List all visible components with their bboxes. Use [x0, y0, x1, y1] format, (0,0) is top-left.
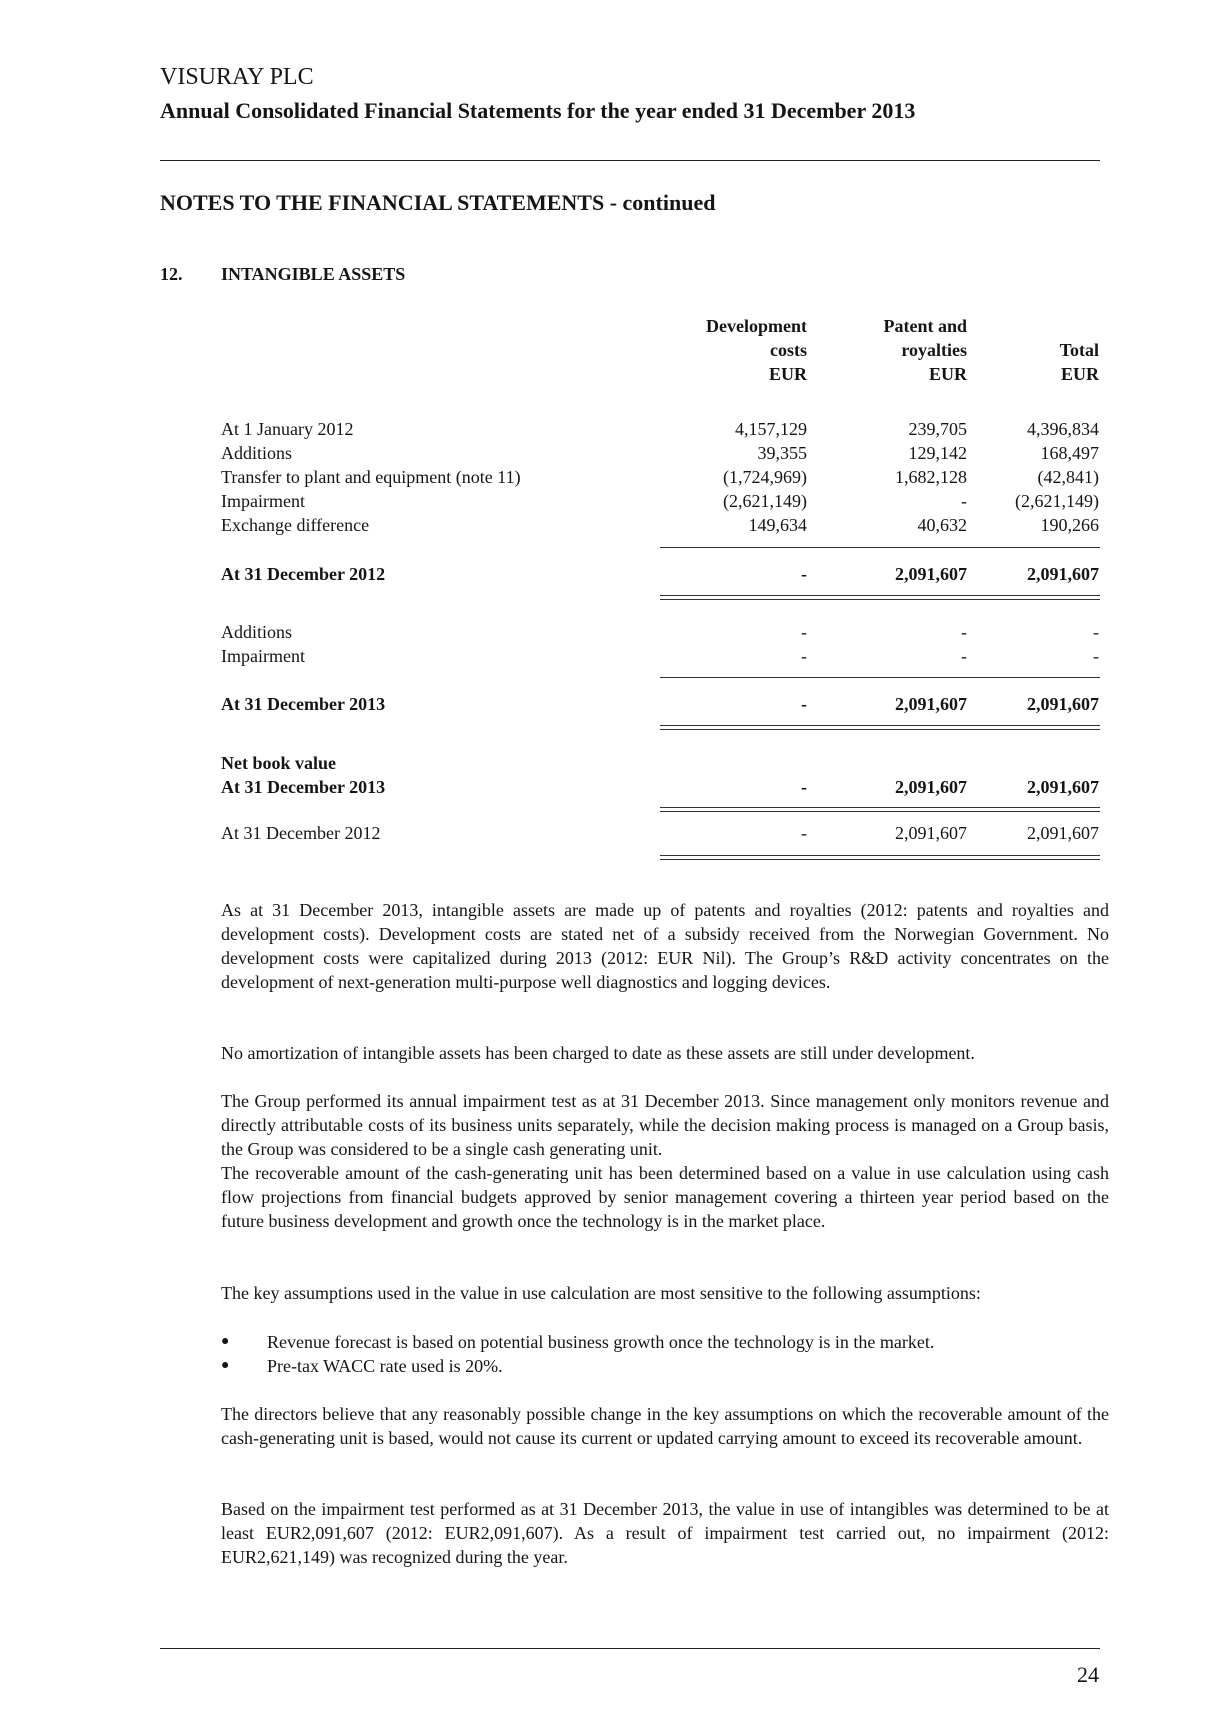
cell-patent-royalties: 2,091,607 — [895, 823, 967, 843]
table-row — [0, 417, 1216, 441]
cell-development-costs: - — [801, 823, 807, 843]
cell-patent-royalties: 2,091,607 — [895, 694, 967, 714]
column-header-total — [1060, 338, 1099, 386]
cell-total: 4,396,834 — [1027, 419, 1099, 439]
column-header-line: Total — [1059, 340, 1099, 360]
cell-development-costs: 149,634 — [748, 515, 807, 535]
section-title: INTANGIBLE ASSETS — [221, 264, 406, 284]
column-header-line: EUR — [768, 364, 807, 384]
row-label: At 31 December 2013 — [221, 777, 386, 797]
column-header-line: costs — [770, 340, 807, 360]
column-header-line: royalties — [901, 340, 967, 360]
double-total-rule — [660, 595, 1100, 600]
cell-development-costs: - — [801, 564, 807, 584]
cell-development-costs: - — [801, 622, 807, 642]
column-header-line: EUR — [928, 364, 967, 384]
cell-total: - — [1093, 646, 1099, 666]
row-label: Exchange difference — [221, 515, 370, 535]
section-number: 12. — [160, 264, 183, 284]
company-name: VISURAY PLC — [160, 64, 314, 90]
cell-patent-royalties: 2,091,607 — [895, 777, 967, 797]
cell-total: 168,497 — [1040, 443, 1099, 463]
cell-total: 2,091,607 — [1027, 777, 1099, 797]
row-label: Net book value — [221, 753, 337, 773]
table-row — [0, 441, 1216, 465]
cell-development-costs: (2,621,149) — [723, 491, 807, 511]
double-total-rule — [660, 807, 1100, 812]
column-header-line: Patent and — [883, 316, 967, 336]
table-row-total — [0, 562, 1216, 586]
double-total-rule — [660, 855, 1100, 860]
table-row — [0, 620, 1216, 644]
table-row-total — [0, 775, 1216, 799]
row-label: At 1 January 2012 — [221, 419, 354, 439]
cell-total: (2,621,149) — [1015, 491, 1099, 511]
cell-patent-royalties: 1,682,128 — [895, 467, 967, 487]
page-number: 24 — [1077, 1662, 1099, 1687]
table-row-heading — [0, 751, 1216, 775]
cell-development-costs: 39,355 — [757, 443, 807, 463]
cell-patent-royalties: 2,091,607 — [895, 564, 967, 584]
row-label: Impairment — [221, 491, 305, 511]
column-header-line: EUR — [1060, 364, 1099, 384]
row-label: At 31 December 2012 — [221, 823, 381, 843]
paragraph-amortization: No amortization of intangible assets has been charged to date as these assets are still under development. — [221, 1043, 975, 1063]
paragraph-recoverable-amount: The recoverable amount of the cash-generating unit has been determined based on a value in use calculation using cash flow projections from financial budgets approved by senior management covering a thirteen year period based on the future business development and growth once the technology is in the market place. — [221, 1163, 1109, 1231]
cell-development-costs: - — [801, 777, 807, 797]
paragraph-intangible-composition: As at 31 December 2013, intangible assets are made up of patents and royalties (2012: patents and royalties and development costs). Development costs are stated net of a subsidy received from the Norwegian Government. No development costs were capitalized during 2013 (2012: EUR Nil). The Group’s R&D activity concentrates on the development of next-generation multi-purpose well diagnostics and logging devices. — [221, 900, 1109, 992]
row-label: Additions — [221, 622, 293, 642]
footer-divider — [160, 1648, 1100, 1649]
row-label: Transfer to plant and equipment (note 11) — [221, 467, 521, 487]
notes-title: NOTES TO THE FINANCIAL STATEMENTS - continued — [160, 190, 716, 215]
paragraph-impairment-result: Based on the impairment test performed as at 31 December 2013, the value in use of intangibles was determined to be at least EUR2,091,607 (2012: EUR2,091,607). As a result of impairment test carried out, no impairment (2012: EUR2,621,149) was recognized during the year. — [221, 1499, 1109, 1567]
table-row — [0, 489, 1216, 513]
row-label: At 31 December 2013 — [221, 694, 386, 714]
bullet-icon: ● — [221, 1334, 230, 1349]
cell-development-costs: - — [801, 694, 807, 714]
paragraph-impairment-test: The Group performed its annual impairment test as at 31 December 2013. Since management only monitors revenue and directly attributable costs of its business units separately, while the decision making process is managed on a Group basis, the Group was considered to be a single cash generating unit. — [221, 1091, 1109, 1159]
cell-total: 2,091,607 — [1027, 564, 1099, 584]
cell-patent-royalties: 40,632 — [917, 515, 967, 535]
header-divider — [160, 160, 1100, 161]
cell-patent-royalties: - — [961, 491, 967, 511]
row-label: At 31 December 2012 — [221, 564, 386, 584]
subtotal-rule — [660, 547, 1100, 548]
column-header-patent-royalties — [883, 314, 967, 386]
cell-total: - — [1093, 622, 1099, 642]
paragraph-directors-belief: The directors believe that any reasonably possible change in the key assumptions on which the recoverable amount of the cash-generating unit is based, would not cause its current or updated carrying amount to exceed its recoverable amount. — [221, 1404, 1109, 1448]
row-label: Additions — [221, 443, 293, 463]
row-label: Impairment — [221, 646, 305, 666]
document-subtitle: Annual Consolidated Financial Statements for the year ended 31 December 2013 — [160, 98, 916, 123]
table-row — [0, 465, 1216, 489]
column-header-line: Development — [706, 316, 807, 336]
cell-patent-royalties: 239,705 — [908, 419, 967, 439]
cell-development-costs: 4,157,129 — [735, 419, 807, 439]
cell-total: 2,091,607 — [1027, 823, 1099, 843]
paragraph-key-assumptions: The key assumptions used in the value in use calculation are most sensitive to the following assumptions: — [221, 1283, 981, 1303]
cell-patent-royalties: - — [961, 622, 967, 642]
bullet-revenue-forecast: Revenue forecast is based on potential business growth once the technology is in the market. — [267, 1332, 935, 1352]
table-row-total — [0, 692, 1216, 716]
table-row — [0, 644, 1216, 668]
table-row — [0, 513, 1216, 537]
double-total-rule — [660, 725, 1100, 730]
cell-total: (42,841) — [1037, 467, 1099, 487]
bullet-icon: ● — [221, 1358, 230, 1373]
column-header-development-costs — [706, 314, 807, 386]
table-row — [0, 821, 1216, 845]
cell-total: 190,266 — [1040, 515, 1099, 535]
cell-patent-royalties: - — [961, 646, 967, 666]
cell-development-costs: (1,724,969) — [723, 467, 807, 487]
cell-total: 2,091,607 — [1027, 694, 1099, 714]
cell-patent-royalties: 129,142 — [908, 443, 967, 463]
bullet-wacc-rate: Pre-tax WACC rate used is 20%. — [267, 1356, 503, 1376]
cell-development-costs: - — [801, 646, 807, 666]
subtotal-rule — [660, 677, 1100, 678]
